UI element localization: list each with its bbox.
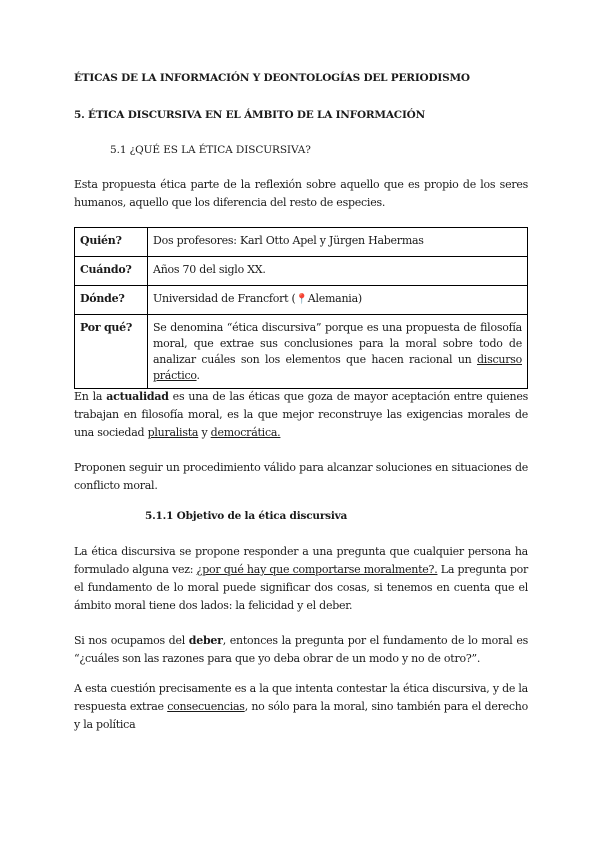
discurso-practico-link[interactable]: discurso práctico	[153, 353, 522, 382]
value-text: .	[196, 369, 200, 382]
text: es una de las éticas que goza de mayor aceptación entre quienes trabajan en filosofía moral, es la que mejor reconstruye las exigencias morales de una sociedad	[74, 390, 529, 439]
paragraph-cuestion	[74, 680, 528, 734]
table-row	[75, 257, 528, 286]
row-value: Dos profesores: Karl Otto Apel y Jürgen Habermas	[148, 228, 528, 257]
value-text: Alemania)	[307, 292, 362, 305]
subsubsection-heading: 5.1.1 Objetivo de la ética discursiva	[145, 510, 348, 522]
pregunta-link[interactable]: ¿por qué hay que comportarse moralmente?.	[196, 563, 438, 576]
text: Si nos ocupamos del	[74, 634, 189, 647]
paragraph-deber	[74, 632, 528, 668]
row-value: Años 70 del siglo XX.	[148, 257, 528, 286]
table-row	[75, 286, 528, 315]
text: y	[198, 426, 211, 439]
paragraph-proponen: Proponen seguir un procedimiento válido para alcanzar soluciones en situaciones de conflicto moral.	[74, 461, 528, 492]
row-key: Dónde?	[75, 286, 148, 315]
pluralista-link[interactable]: pluralista	[147, 426, 199, 439]
text: La pregunta por el fundamento de lo moral puede significar dos cosas, si tenemos en cuenta que el ámbito moral tiene dos lados: la felicidad y el deber.	[74, 563, 528, 612]
row-key: Por qué?	[75, 315, 148, 389]
text: La ética discursiva se propone responder a una pregunta que cualquier persona ha formulado alguna vez:	[74, 545, 528, 576]
value-text: Universidad de Francfort (	[153, 292, 296, 305]
text: A esta cuestión precisamente es a la que intenta contestar la ética discursiva, y de la respuesta extrae	[74, 682, 528, 713]
row-key: Quién?	[75, 228, 148, 257]
info-table	[74, 227, 528, 389]
text: En la	[74, 390, 107, 403]
intro-paragraph: Esta propuesta ética parte de la reflexión sobre aquello que es propio de los seres humanos, aquello que los diferencia del resto de especies.	[74, 178, 528, 209]
row-value	[148, 315, 528, 389]
text: , no sólo para la moral, sino también para el derecho y la política	[74, 700, 528, 731]
subsection-heading: 5.1 ¿QUÉ ES LA ÉTICA DISCURSIVA?	[110, 144, 311, 156]
row-value	[148, 286, 528, 315]
democratica-link[interactable]: democrática.	[210, 426, 281, 439]
consecuencias-link[interactable]: consecuencias	[167, 700, 245, 713]
section-heading: 5. ÉTICA DISCURSIVA EN EL ÁMBITO DE LA INFORMACIÓN	[74, 109, 426, 121]
paragraph-objetivo	[74, 543, 528, 615]
location-pin-icon: 📍	[295, 294, 308, 305]
table-row	[75, 228, 528, 257]
bold-term: deber	[188, 634, 223, 647]
paragraph-actualidad	[74, 388, 528, 442]
page-title: ÉTICAS DE LA INFORMACIÓN Y DEONTOLOGÍAS DEL PERIODISMO	[74, 72, 470, 84]
bold-term: actualidad	[106, 390, 169, 403]
value-text: Se denomina “ética discursiva” porque es una propuesta de filosofía moral, que extrae sus conclusiones para la moral sobre todo de analizar cuáles son los elementos que hacen racional un	[153, 321, 522, 366]
table-row	[75, 315, 528, 389]
row-key: Cuándo?	[75, 257, 148, 286]
text: , entonces la pregunta por el fundamento de lo moral es “¿cuáles son las razones para que yo deba obrar de un modo y no de otro?”.	[74, 634, 528, 665]
